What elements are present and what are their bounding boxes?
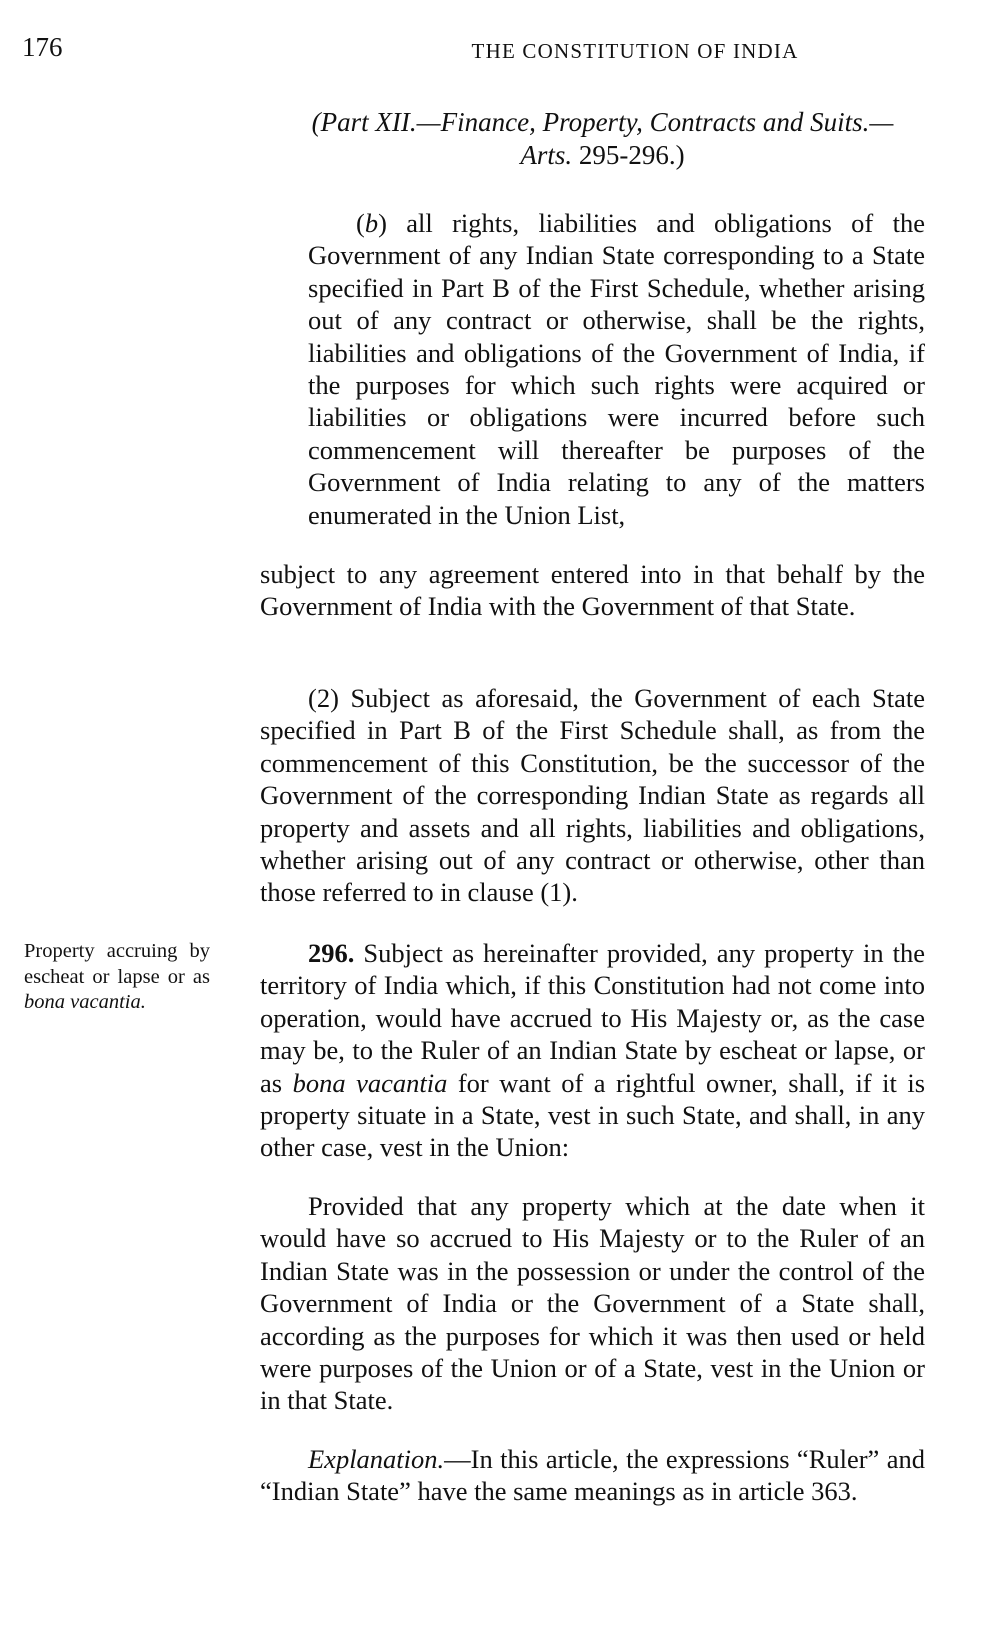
marginal-note-italic: bona vacantia. [24, 991, 146, 1013]
clause-b-open-paren: ( [356, 208, 365, 238]
part-heading [300, 106, 905, 172]
running-title: THE CONSTITUTION OF INDIA [471, 39, 799, 63]
marginal-note [24, 939, 210, 1016]
article-296-italic-term: bona vacantia [292, 1067, 448, 1098]
proviso: Provided that any property which at the date when it would have so accrued to His Majesty or to the Ruler of an Indian State was in the possession or under the control of the Government of India or the Government of a State shall, according as the purposes for which it was then used or held were purposes of the Union or of a State, vest in the Union or in that State. [260, 1191, 925, 1416]
part-heading-arts: Arts. [520, 140, 573, 170]
article-296 [260, 937, 925, 1164]
marginal-note-text: Property accruing by escheat or lapse or as [24, 940, 210, 988]
part-heading-line1: (Part XII.—Finance, Property, Contracts and Suits.— [311, 107, 894, 137]
explanation [260, 1443, 925, 1508]
article-296-text-2: for want of a rightful owner, shall, if it is property situate in a State, vest in such State, and shall, in any other case, vest in the Union: [260, 1067, 926, 1163]
clause-b [308, 207, 925, 531]
page-number: 176 [22, 32, 63, 62]
explanation-label: Explanation. [308, 1444, 445, 1474]
explanation-text: —In this article, the expressions “Ruler” and “Indian State” have the same meanings as in article 363. [260, 1444, 925, 1507]
article-number: 296. [308, 938, 355, 968]
continuation-text: subject to any agreement entered into in that behalf by the Government of India with the Government of that State. [260, 559, 925, 622]
clause-b-letter: b [364, 208, 379, 238]
clause-b-text: ) all rights, liabilities and obligations of the Government of any Indian State corresponding to a State specified in Part B of the First Schedule, whether arising out of any contract or otherwise, shall be the rights, liabilities and obligations of the Government of India, if the purposes for which such rights were acquired or liabilities or obligations were incurred before such commencement will thereafter be purposes of the Government of India relating to any of the matters enumerated in the Union List, [308, 208, 925, 530]
article-296-text-1: Subject as hereinafter provided, any property in the territory of India which, if this Constitution had not come into operation, would have accrued to His Majesty or, as the case may be, to the Ruler of an Indian State by escheat or lapse, or as [260, 938, 925, 1098]
part-heading-article-range: 295-296.) [572, 140, 685, 170]
clause-2: (2) Subject as aforesaid, the Government of each State specified in Part B of the First Schedule shall, as from the commencement of this Constitution, be the successor of the Government of the corresponding Indian State as regards all property and assets and all rights, liabilities and obligations, whether arising out of any contract or otherwise, other than those referred to in clause (1). [260, 683, 925, 908]
